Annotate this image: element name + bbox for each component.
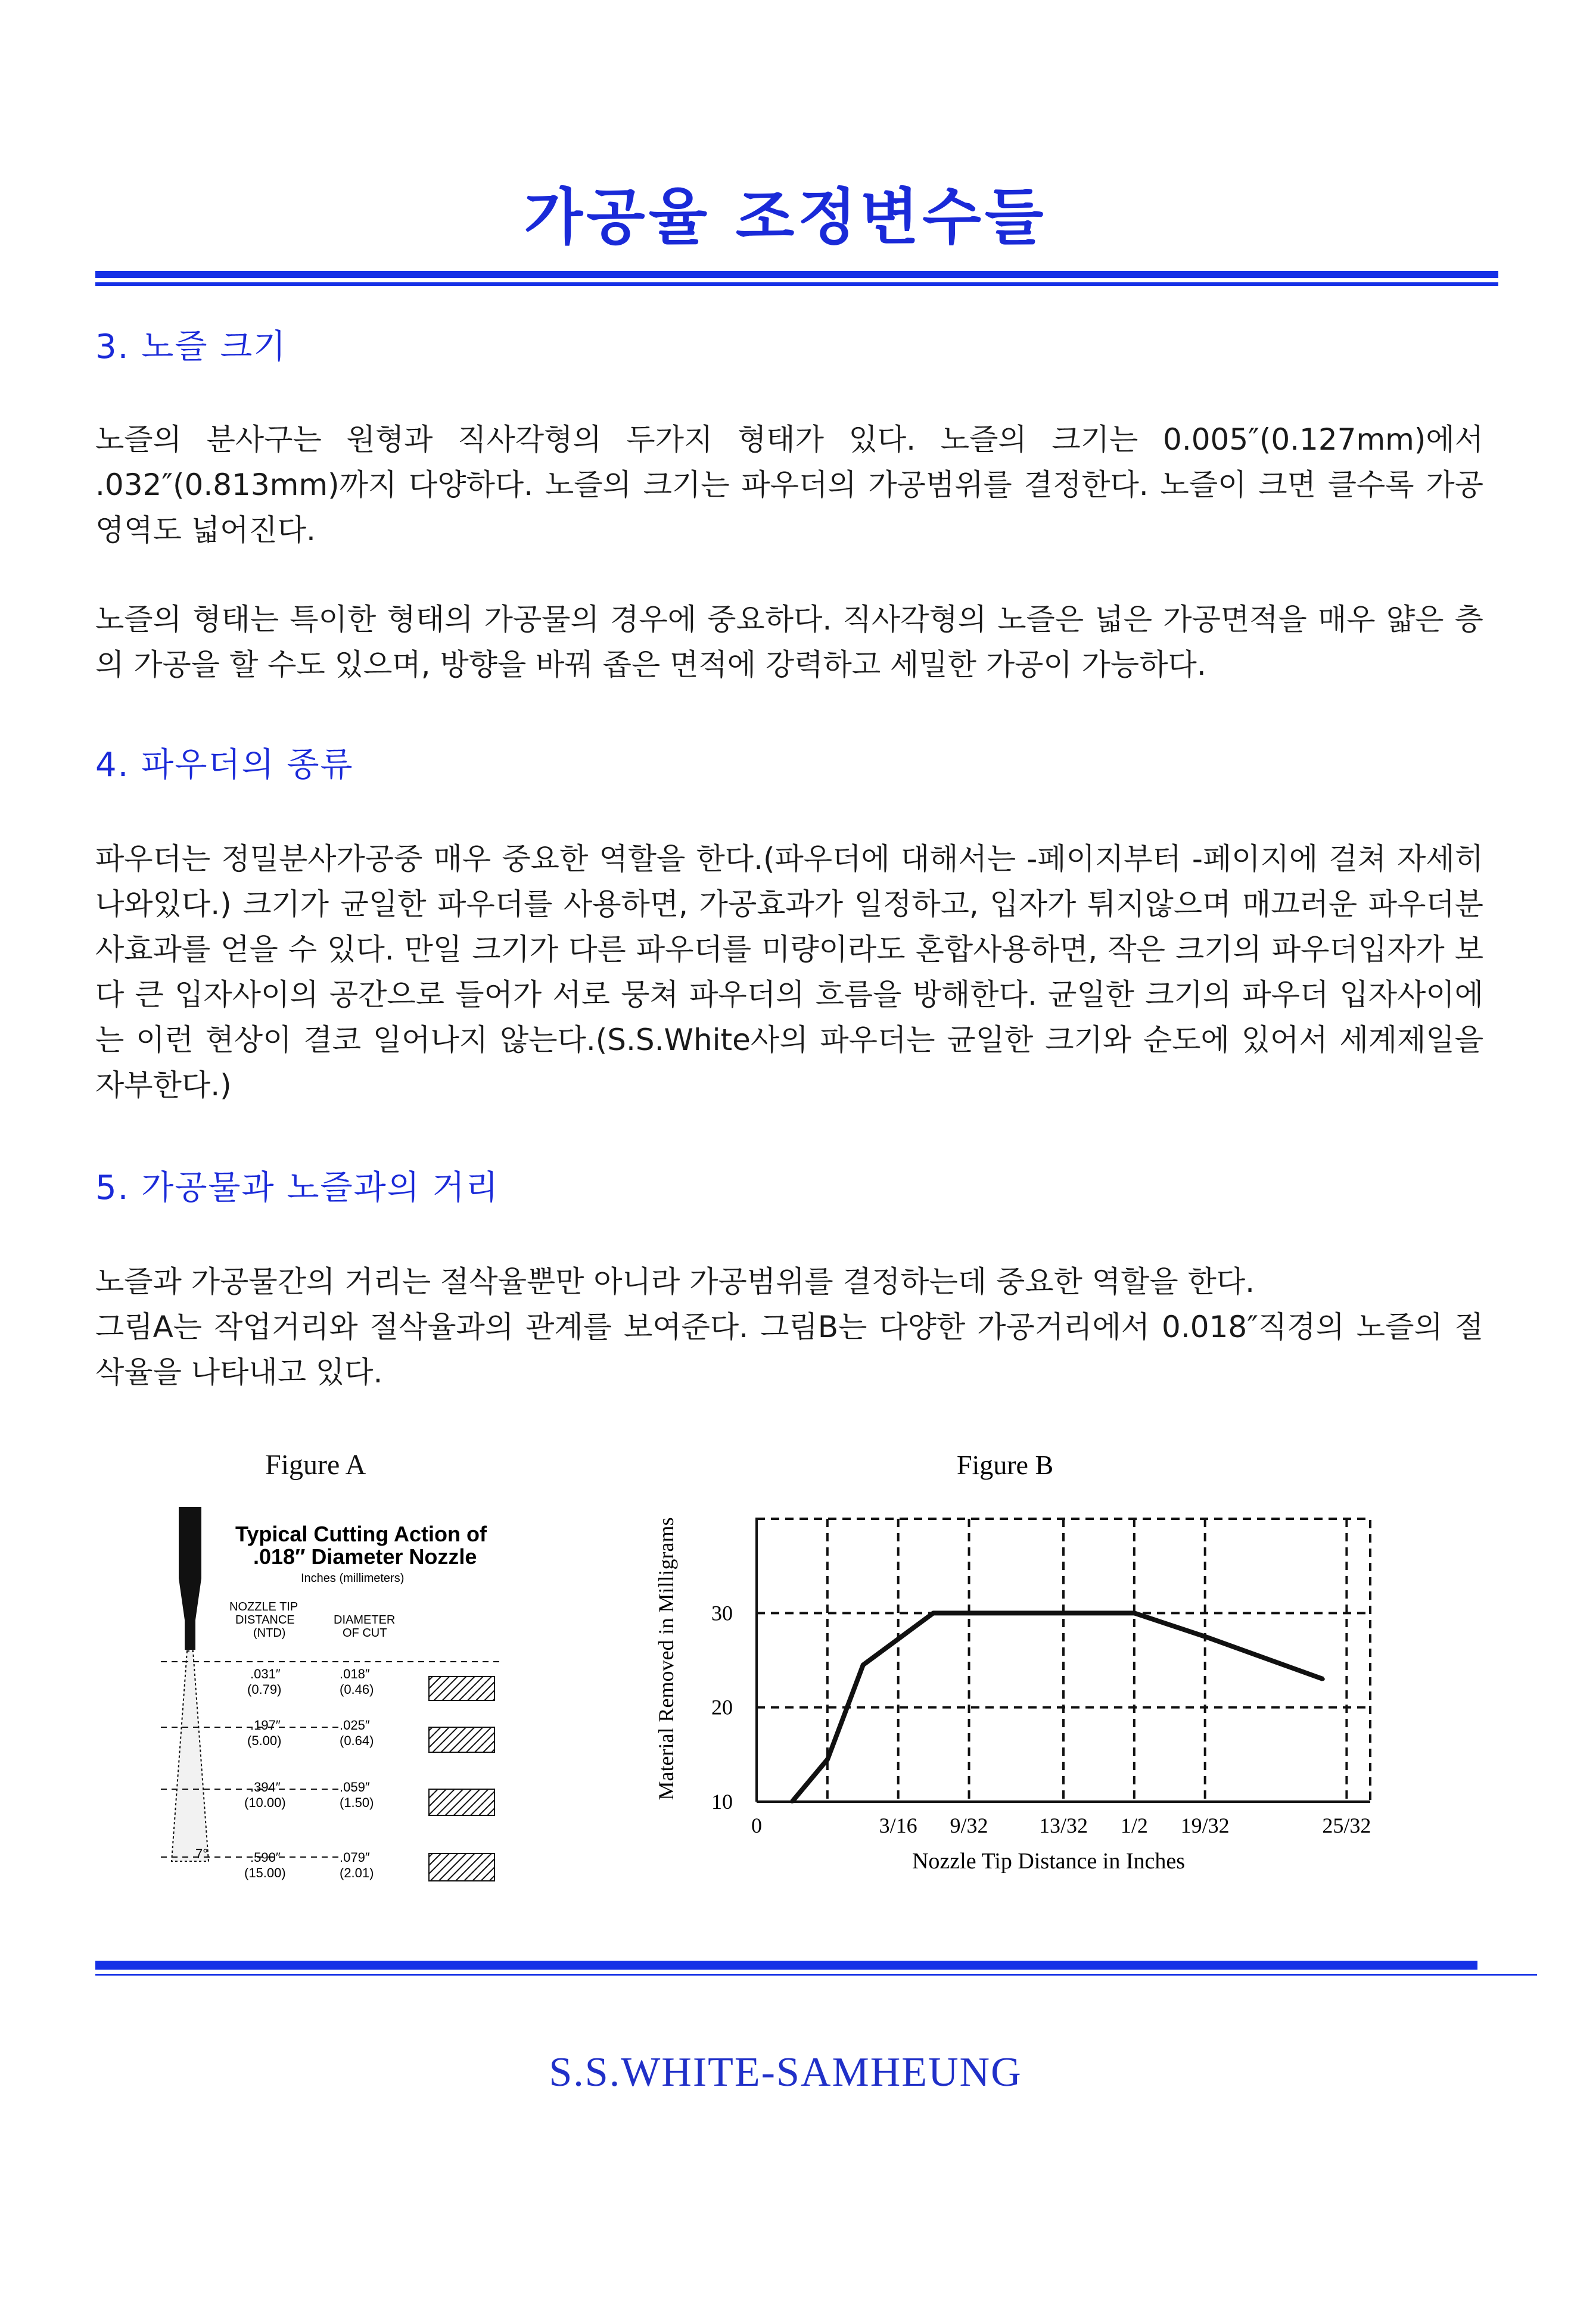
- chart-frame: [757, 1519, 1370, 1802]
- chart-x-tick-label: 3/16: [879, 1814, 917, 1837]
- ntd-row: [161, 1662, 500, 1700]
- ntd-mm: (10.00): [244, 1795, 286, 1810]
- figure-a-title-1: Typical Cutting Action of: [235, 1522, 487, 1546]
- cut-mm: (0.64): [340, 1733, 374, 1748]
- figure-a-subtitle: Inches (millimeters): [301, 1572, 405, 1585]
- cut-mm: (1.50): [340, 1795, 374, 1810]
- paragraph-powder-type: 파우더는 정밀분사가공중 매우 중요한 역할을 한다.(파우더에 대해서는 -페이지부터 -페이지에 걸쳐 자세히 나와있다.) 크기가 균일한 파우더를 사용하면, 가공효과가 일정하고, 입자가 튀지않으며 매끄러운 파우더분사효과를 얻을 수 있다. 만일 크기가 다른 파우더를 미량이라도 혼합사용하면, 작은 크기의 파우더입자가 보다 큰 입자사이의 공간으로 들어가 서로 뭉쳐 파우더의 흐름을 방해한다. 균일한 크기의 파우더 입자사이에는 이런 현상이 결코 일어나지 않는다.(S.S.White사의 파우더는 균일한 크기와 순도에 있어서 세계제일을 자부한다.): [95, 842, 1483, 1102]
- paragraph-nozzle-size-1: 노즐의 분사구는 원형과 직사각형의 두가지 형태가 있다. 노즐의 크기는 0.005″(0.127mm)에서 .032″(0.813mm)까지 다양하다. 노즐의 크기는 파우더의 가공범위를 결정한다. 노즐이 크면 클수록 가공영역도 넓어진다.: [95, 422, 1483, 547]
- ntd-row: [161, 1718, 494, 1752]
- spray-cone-icon: [172, 1651, 209, 1861]
- chart-data-point: [791, 1800, 794, 1803]
- chart-x-tick-label: 9/32: [950, 1814, 988, 1837]
- cut-inches: .079″: [340, 1850, 370, 1865]
- footer-rule-thick: [95, 1961, 1477, 1970]
- paragraph-nozzle-distance-2: 그림A는 작업거리와 절삭율과의 관계를 보여준다. 그림B는 다양한 가공거리에서 0.018″직경의 노즐의 절삭율을 나타내고 있다.: [95, 1310, 1483, 1390]
- chart-data-point: [932, 1611, 935, 1615]
- figure-a-caption: Figure A: [265, 1449, 366, 1481]
- figure-a-title-2: .018″ Diameter Nozzle: [253, 1544, 477, 1569]
- title-rule-top: [95, 271, 1498, 278]
- cut-mm: (2.01): [340, 1865, 374, 1880]
- chart-x-tick-label: 25/32: [1322, 1814, 1371, 1837]
- chart-data-point: [1321, 1677, 1325, 1681]
- ntd-header-3: (NTD): [253, 1627, 286, 1640]
- ntd-inches: .031″: [250, 1666, 281, 1681]
- cut-inches: .025″: [340, 1718, 370, 1733]
- chart-title: Figure B: [956, 1450, 1054, 1480]
- chart-y-tick-label: 30: [711, 1601, 733, 1625]
- chart-data-point: [861, 1663, 865, 1666]
- cut-header-2: OF CUT: [343, 1627, 387, 1640]
- cut-profile-icon: [429, 1727, 494, 1752]
- ntd-inches: .197″: [250, 1718, 281, 1733]
- chart-ylabel: Material Removed in Milligrams: [654, 1517, 678, 1800]
- footer-brand: S.S.WHITE-SAMHEUNG: [549, 2049, 1022, 2095]
- section-heading-powder-type: 4. 파우더의 종류: [95, 746, 354, 784]
- ntd-header-2: DISTANCE: [235, 1613, 295, 1627]
- cut-profile-icon: [429, 1677, 494, 1700]
- section-heading-nozzle-distance: 5. 가공물과 노즐과의 거리: [95, 1169, 499, 1207]
- cut-inches: .018″: [340, 1666, 370, 1681]
- chart-data-point: [1015, 1611, 1018, 1615]
- ntd-row: [161, 1850, 494, 1881]
- ntd-inches: .394″: [250, 1780, 281, 1795]
- chart-x-tick-label: 19/32: [1180, 1814, 1230, 1837]
- figure-a-diagram: [161, 1501, 530, 1894]
- cut-inches: .059″: [340, 1780, 370, 1795]
- ntd-header-1: NOZZLE TIP: [229, 1600, 298, 1613]
- footer-rule-thin: [95, 1974, 1537, 1976]
- ntd-mm: (5.00): [247, 1733, 282, 1748]
- nozzle-body-icon: [179, 1507, 201, 1650]
- chart-y-tick-label: 20: [711, 1695, 733, 1719]
- ntd-row: [161, 1780, 494, 1815]
- chart-data-point: [1133, 1611, 1136, 1615]
- chart-data-point: [1203, 1635, 1207, 1638]
- cut-profile-icon: [429, 1789, 494, 1815]
- chart-grid: [757, 1519, 1370, 1802]
- title-rule-bottom: [95, 282, 1498, 286]
- cut-mm: (0.46): [340, 1682, 374, 1697]
- paragraph-nozzle-distance-1: 노즐과 가공물간의 거리는 절삭율뿐만 아니라 가공범위를 결정하는데 중요한 역할을 한다.: [95, 1264, 1255, 1299]
- cut-header-1: DIAMETER: [334, 1613, 396, 1627]
- paragraph-nozzle-size-2: 노즐의 형태는 특이한 형태의 가공물의 경우에 중요하다. 직사각형의 노즐은 넓은 가공면적을 매우 얇은 층의 가공을 할 수도 있으며, 방향을 바꿔 좁은 면적에 강력하고 세밀한 가공이 가능하다.: [95, 602, 1483, 682]
- cut-profile-icon: [429, 1853, 494, 1881]
- chart-xlabel: Nozzle Tip Distance in Inches: [912, 1849, 1186, 1874]
- section-heading-nozzle-size: 3. 노즐 크기: [95, 328, 287, 366]
- chart-x-tick-label: 1/2: [1120, 1814, 1148, 1837]
- ntd-mm: (15.00): [244, 1865, 286, 1880]
- figure-b-chart: [643, 1441, 1394, 1882]
- chart-data-point: [826, 1758, 829, 1761]
- chart-y-tick-label: 10: [711, 1790, 733, 1814]
- chart-x-tick-label: 0: [751, 1814, 762, 1837]
- page-title: 가공율 조정변수들: [524, 182, 1047, 253]
- ntd-mm: (0.79): [247, 1682, 282, 1697]
- chart-x-tick-label: 13/32: [1038, 1814, 1088, 1837]
- cone-angle-label: 7°: [195, 1846, 209, 1861]
- ntd-inches: .590″: [250, 1850, 281, 1865]
